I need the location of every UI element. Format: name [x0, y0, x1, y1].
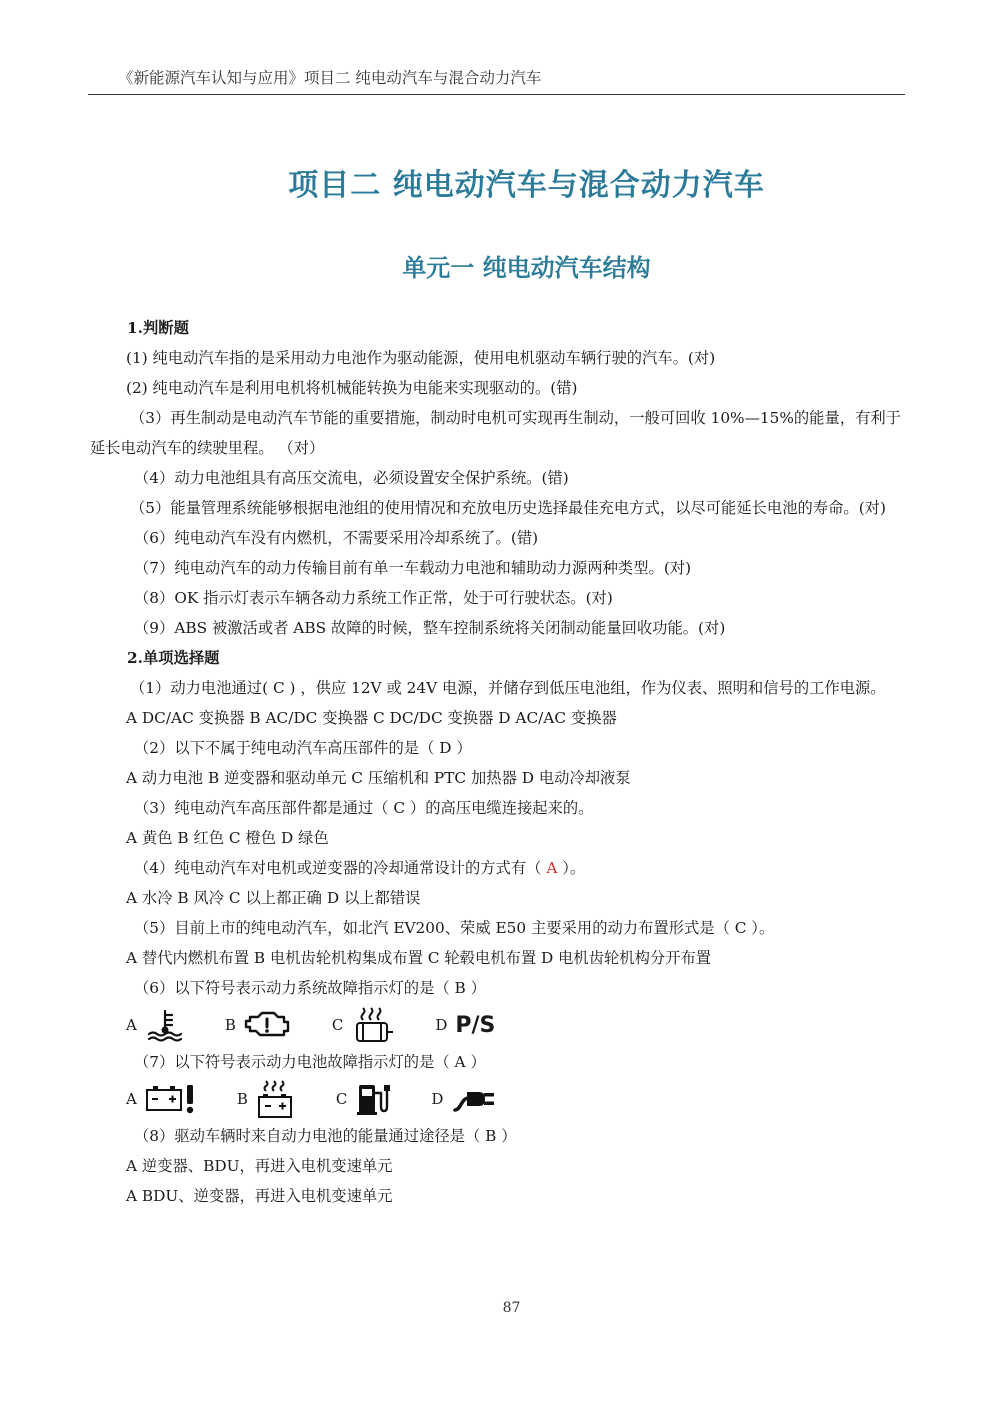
q7-label-c: C [335, 1090, 348, 1108]
mc-q3: （3）纯电动汽车高压部件都是通过（ C ）的高压电缆连接起来的。 [134, 799, 594, 817]
unit-title: 单元一 纯电动汽车结构 [402, 254, 651, 282]
tf-item-5: （5）能量管理系统能够根据电池组的使用情况和充放电历史选择最佳充电方式，以尽可能延长电池的寿命。(对) [130, 499, 886, 517]
content [90, 313, 905, 1211]
q7-label-a: A [126, 1090, 137, 1108]
mc-q1-options: A DC/AC 变换器 B AC/DC 变换器 C DC/DC 变换器 D AC/AC 变换器 [126, 709, 617, 727]
page-header [88, 64, 905, 95]
mc-q1: （1）动力电池通过( C ) ，供应 12V 或 24V 电源，并储存到低压电池组，作为仪表、照明和信号的工作电源。 [130, 679, 886, 697]
q7-label-b: B [236, 1090, 248, 1108]
power-steering-label: P/S [455, 1012, 496, 1038]
q6-label-c: C [331, 1016, 344, 1034]
header-text: 《新能源汽车认知与应用》项目二 纯电动汽车与混合动力汽车 [118, 69, 542, 87]
q7-label-d: D [431, 1090, 444, 1108]
tf-item-9: （9）ABS 被激活或者 ABS 故障的时候，整车控制系统将关闭制动能量回收功能。(对) [134, 619, 726, 637]
mc-q8-option-b: A BDU、逆变器，再进入电机变速单元 [126, 1187, 393, 1205]
q6-symbols [90, 1005, 905, 1045]
tf-item-4: （4）动力电池组具有高压交流电，必须设置安全保护系统。(错) [134, 469, 569, 487]
tf-item-2: (2) 纯电动汽车是利用电机将机械能转换为电能来实现驱动的。(错) [126, 379, 578, 397]
powertrain-fault-icon [244, 1009, 292, 1041]
mc-q7: （7）以下符号表示动力电池故障指示灯的是（ A ） [134, 1053, 486, 1071]
tf-item-3: （3）再生制动是电动汽车节能的重要措施，制动时电机可实现再生制动，一般可回收 10%—15%的能量，有利于延长电动汽车的续驶里程。 （对） [90, 409, 901, 457]
project-title: 项目二 纯电动汽车与混合动力汽车 [288, 168, 765, 203]
q7-symbols [90, 1079, 905, 1119]
mc-q4-options: A 水冷 B 风冷 C 以上都正确 D 以上都错误 [126, 889, 421, 907]
mc-q4-close: ）。 [557, 859, 586, 877]
mc-q3-options: A 黄色 B 红色 C 橙色 D 绿色 [126, 829, 329, 847]
q6-label-b: B [224, 1016, 236, 1034]
heated-motor-icon [351, 1006, 395, 1044]
mc-q2-options: A 动力电池 B 逆变器和驱动单元 C 压缩机和 PTC 加热器 D 电动冷却液泵 [126, 769, 631, 787]
mc-q5-options: A 替代内燃机布置 B 电机齿轮机构集成布置 C 轮毂电机布置 D 电机齿轮机构分开布置 [126, 949, 712, 967]
q6-label-a: A [126, 1016, 137, 1034]
tf-item-1: (1) 纯电动汽车指的是采用动力电池作为驱动能源，使用电机驱动车辆行驶的汽车。(对) [126, 349, 716, 367]
battery-warning-icon [145, 1083, 197, 1115]
charging-pump-icon [355, 1081, 391, 1117]
page-number: 87 [502, 1300, 521, 1316]
tf-item-8: （8）OK 指示灯表示车辆各动力系统工作正常，处于可行驶状态。(对) [134, 589, 613, 607]
mc-q8: （8）驱动车辆时来自动力电池的能量通过途径是（ B ） [134, 1127, 517, 1145]
battery-heating-icon [256, 1079, 296, 1119]
charging-plug-icon [451, 1084, 497, 1114]
q6-label-d: D [435, 1016, 448, 1034]
mc-q8-option-a: A 逆变器、BDU，再进入电机变速单元 [126, 1157, 393, 1175]
mc-q4 [90, 853, 905, 883]
mc-q2: （2）以下不属于纯电动汽车高压部件的是（ D ） [134, 739, 472, 757]
tf-item-7: （7）纯电动汽车的动力传输目前有单一车载动力电池和辅助动力源两种类型。(对) [134, 559, 692, 577]
mc-q4-text: （4）纯电动汽车对电机或逆变器的冷却通常设计的方式有（ [134, 859, 547, 877]
coolant-temperature-icon [145, 1008, 185, 1042]
mc-q4-answer: A [546, 859, 558, 877]
section1-heading: 1.判断题 [127, 319, 189, 337]
mc-q6: （6）以下符号表示动力系统故障指示灯的是（ B ） [134, 979, 486, 997]
mc-q5: （5）目前上市的纯电动汽车，如北汽 EV200、荣威 E50 主要采用的动力布置形式是（ C ）。 [134, 919, 775, 937]
section2-heading: 2.单项选择题 [127, 649, 220, 667]
tf-item-6: （6）纯电动汽车没有内燃机，不需要采用冷却系统了。(错) [134, 529, 539, 547]
